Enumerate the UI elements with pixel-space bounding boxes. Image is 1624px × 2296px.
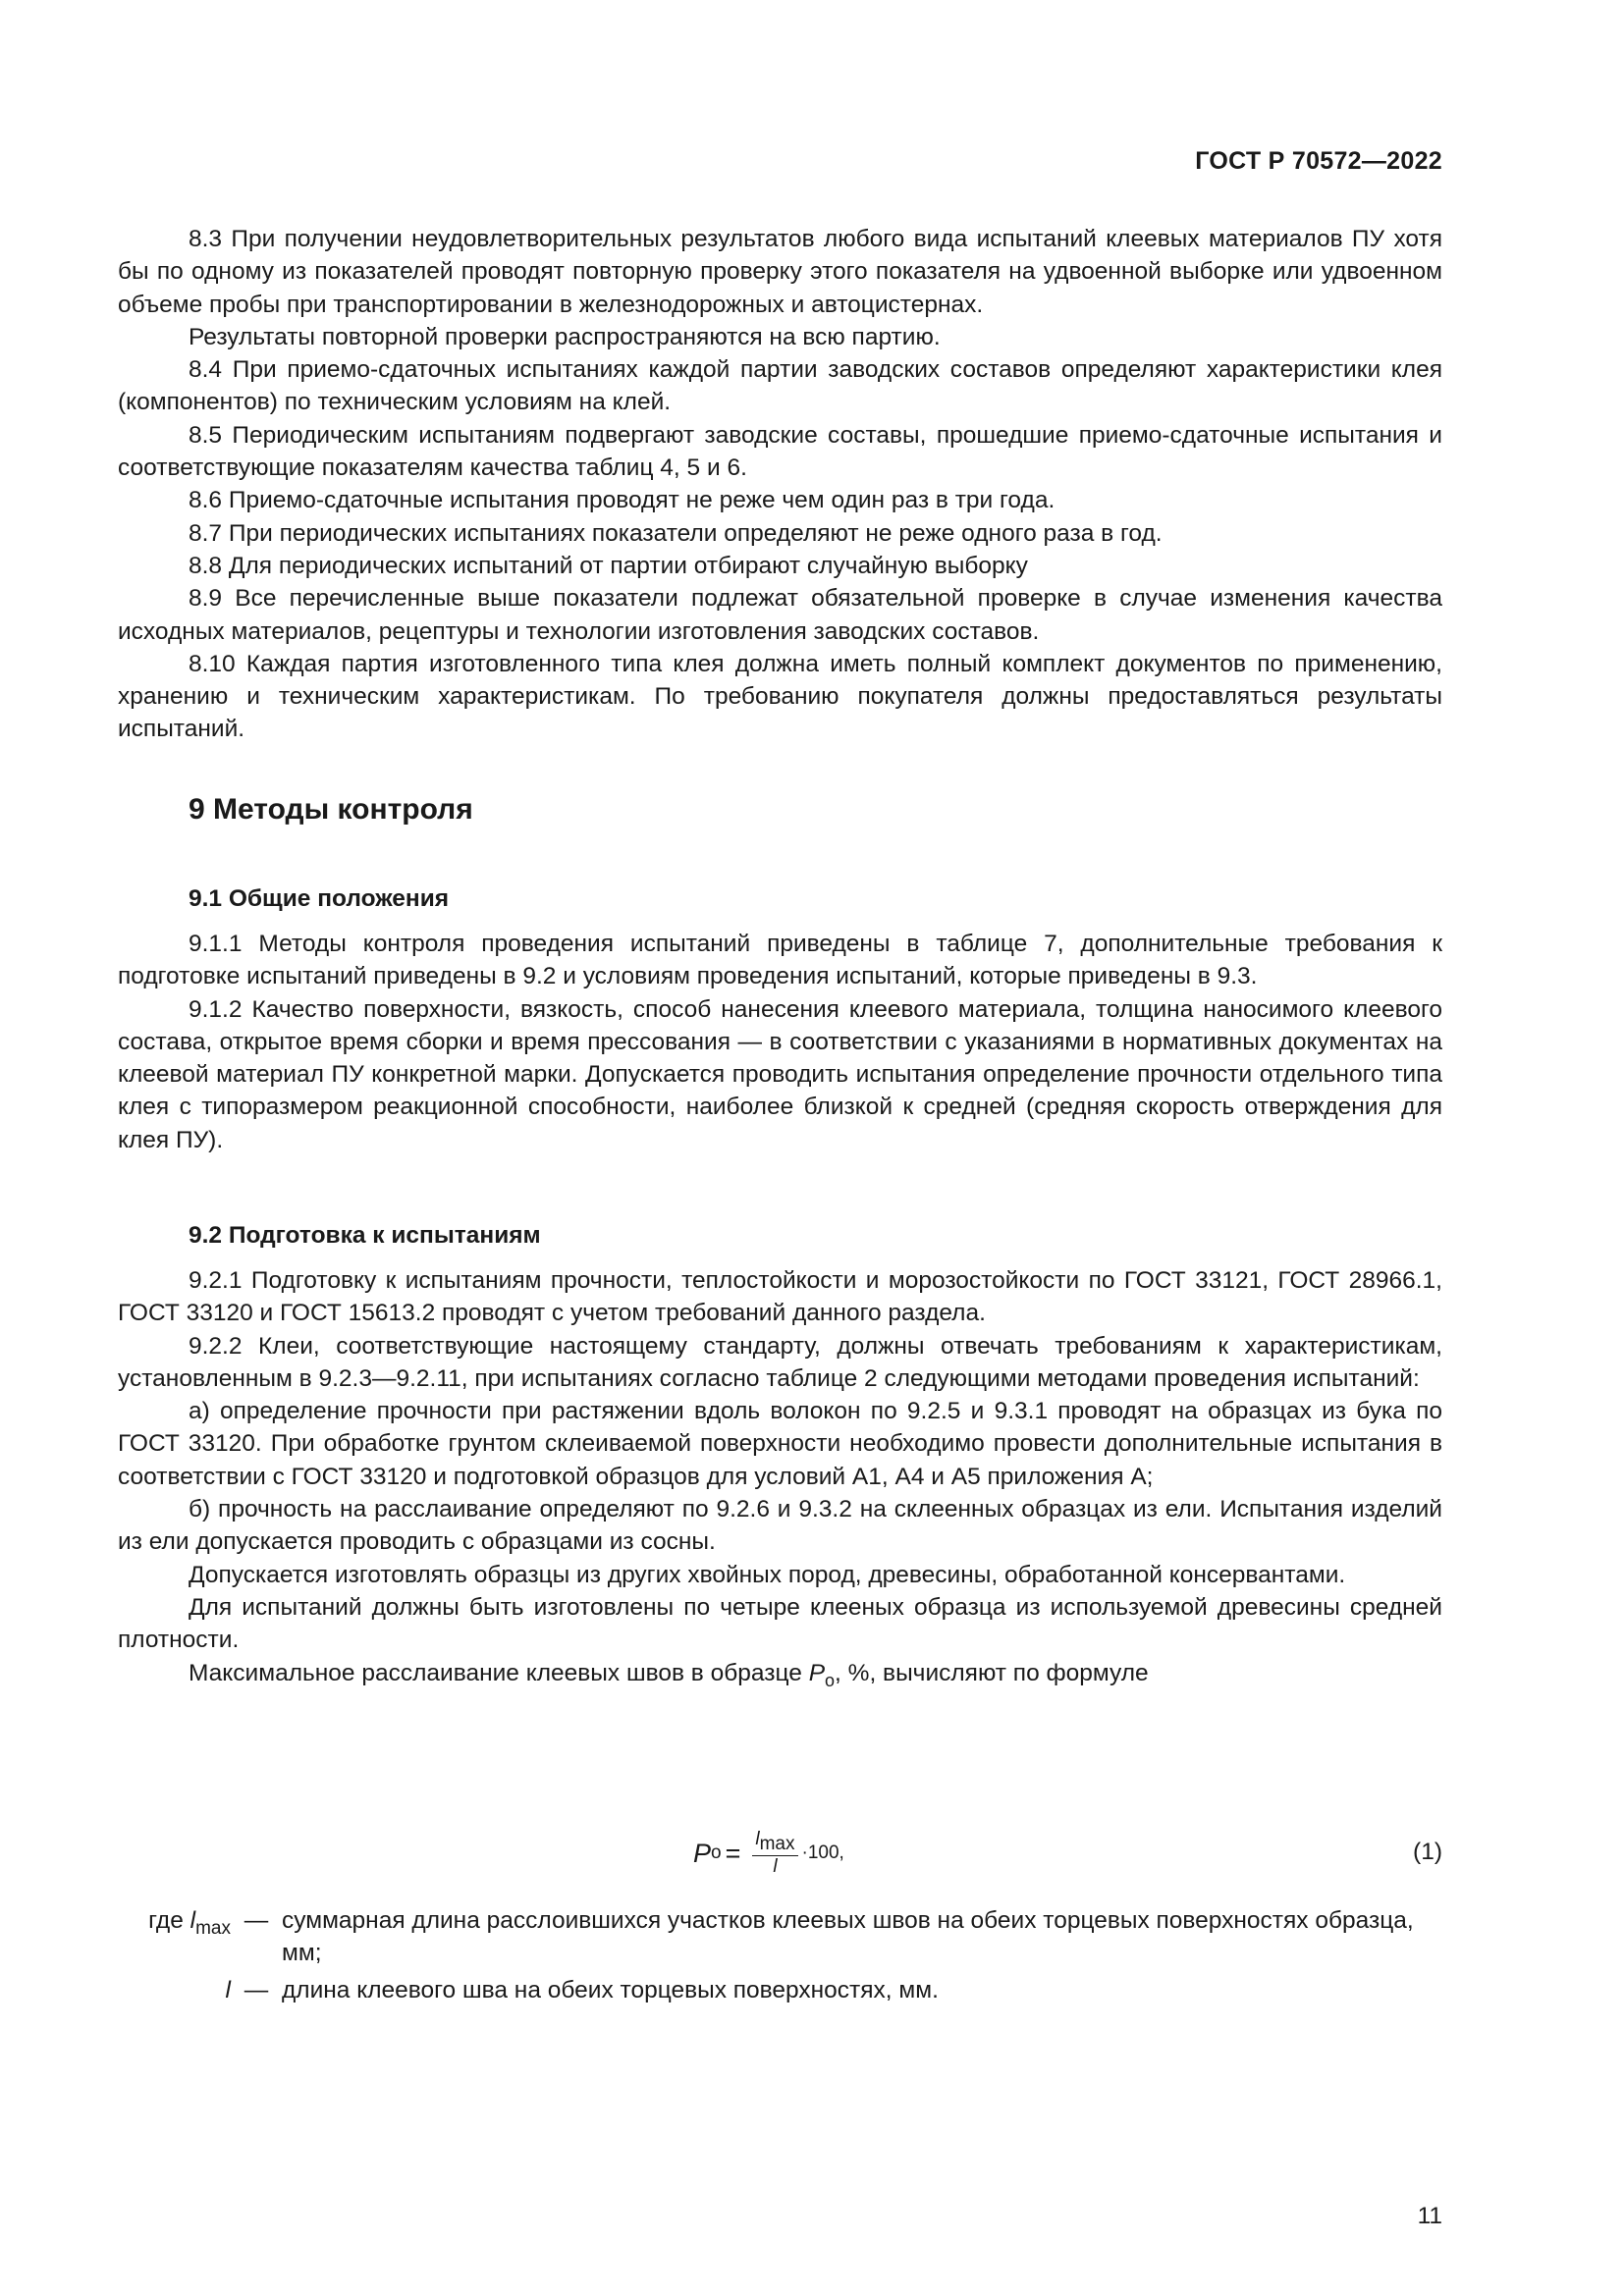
paragraph-9-2-2: 9.2.2 Клеи, соответствующие настоящему стандарту, должны отвечать требованиям к характеристикам, установленным в 9.2.3—9.2.11, при испытаниях согласно таблице 2 следующими методами проведения испытаний: (118, 1332, 1442, 1392)
paragraph-8-9: 8.9 Все перечисленные выше показатели подлежат обязательной проверке в случае изменения качества исходных материалов, рецептуры и технологии изготовления заводских составов. (118, 585, 1442, 645)
paragraph-other-species: Допускается изготовлять образцы из других хвойных пород, древесины, обработанной консервантами. (189, 1561, 1346, 1588)
legend-definition-l: длина клеевого шва на обеих торцевых поверхностях, мм. (282, 1976, 939, 2003)
paragraph-8-4: 8.4 При приемо-сдаточных испытаниях каждой партии заводских составов определяют характеристики клея (компонентов) по техническим условиям на клей. (118, 356, 1442, 416)
list-item-a: а) определение прочности при растяжении вдоль волокон по 9.2.5 и 9.3.1 проводят на образцах из бука по ГОСТ 33120. При обработке грунтом склеиваемой поверхности необходимо провести дополнительные испытания в соответствии с ГОСТ 33120 и подготовкой образцов для условий А1, А4 и А5 приложения А; (118, 1398, 1442, 1490)
paragraph-9-2-1: 9.2.1 Подготовку к испытаниям прочности, теплостойкости и морозостойкости по ГОСТ 33121, ГОСТ 28966.1, ГОСТ 33120 и ГОСТ 15613.2 проводят с учетом требований данного раздела. (118, 1267, 1442, 1327)
formula-expression: P о = $\frac{l_{max}}{l}$ ·100, (693, 1829, 844, 1877)
paragraph-9-1-1: 9.1.1 Методы контроля проведения испытаний приведены в таблице 7, дополнительные требования к подготовке испытаний приведены в 9.2 и условиям проведения испытаний, которые приведены в 9.3. (118, 931, 1442, 990)
paragraph-8-10: 8.10 Каждая партия изготовленного типа клея должна иметь полный комплект документов по применению, хранению и техническим характеристикам. По требованию покупателя должны предоставляться результаты испытаний. (118, 650, 1442, 743)
paragraph-specimen-count: Для испытаний должны быть изготовлены по четыре клееных образца из используемой древесины средней плотности. (118, 1593, 1442, 1654)
fraction-numerator: $l_{max}$ (752, 1829, 797, 1856)
paragraph-formula-intro: Максимальное расслаивание клеевых швов в образце $P_о$, %, вычисляют по формуле (189, 1659, 1149, 1690)
paragraph-8-7: 8.7 При периодических испытаниях показатели определяют не реже одного раза в год. (189, 519, 1163, 547)
section-8-text (118, 223, 1442, 746)
subsection-9-1-heading: 9.1 Общие положения (189, 885, 450, 912)
formula-number: (1) (1413, 1839, 1442, 1865)
section-9-heading: 9 Методы контроля (189, 793, 473, 826)
legend-symbol-l: l (225, 1976, 231, 2003)
formula-fraction (752, 1829, 797, 1878)
subsection-9-2-text (118, 1264, 1442, 1697)
paragraph-9-1-2: 9.1.2 Качество поверхности, вязкость, способ нанесения клеевого материала, толщина наносимого клеевого состава, открытое время сборки и время прессования — в соответствии с указаниями в нормативных документах на клеевой материал ПУ конкретной марки. Допускается проводить испытания определение прочности отдельного типа клея с типоразмером реакционной способности, наиболее близкой к средней (средняя скорость отверждения для клея ПУ). (118, 995, 1442, 1153)
legend-definition-lmax: суммарная длина расслоившихся участков клеевых швов на обеих торцевых поверхностях образца, мм; (282, 1907, 1414, 1967)
legend-symbol-lmax: где $l_{max}$ (148, 1907, 231, 1939)
list-item-b: б) прочность на расслаивание определяют по 9.2.6 и 9.3.2 на склеенных образцах из ели. Испытания изделий из ели допускается проводить с образцами из сосны. (118, 1496, 1442, 1556)
page-number: 11 (1417, 2203, 1442, 2229)
paragraph-8-6: 8.6 Приемо-сдаточные испытания проводят не реже чем один раз в три года. (189, 487, 1056, 514)
paragraph-8-3: 8.3 При получении неудовлетворительных результатов любого вида испытаний клеевых материалов ПУ хотя бы по одному из показателей проводят повторную проверку этого показателя на удвоенной выборке или удвоенном объеме пробы при транспортировании в железнодорожных и автоцистернах. (118, 226, 1442, 318)
fraction-denominator: l (773, 1855, 778, 1877)
legend-row-lmax: где $l_{max}$ — суммарная длина расслоившихся участков клеевых швов на обеих торцевых поверхностях образца, мм; (118, 1904, 1442, 1970)
formula-1 (118, 1819, 1442, 1888)
legend-row-l: l — длина клеевого шва на обеих торцевых поверхностях, мм. (118, 1974, 1442, 2006)
subsection-9-1-text (118, 928, 1442, 1156)
formula-legend (118, 1904, 1442, 2006)
subsection-9-2-heading: 9.2 Подготовка к испытаниям (189, 1222, 541, 1249)
paragraph-8-8: 8.8 Для периодических испытаний от партии отбирают случайную выборку (189, 552, 1028, 579)
standard-code: ГОСТ Р 70572—2022 (1195, 147, 1442, 175)
paragraph-8-3-cont: Результаты повторной проверки распространяются на всю партию. (189, 323, 941, 350)
paragraph-8-5: 8.5 Периодическим испытаниям подвергают заводские составы, прошедшие приемо-сдаточные испытания и соответствующие показателям качества таблиц 4, 5 и 6. (118, 421, 1442, 482)
delamination-symbol: $P_о$ (808, 1659, 836, 1690)
